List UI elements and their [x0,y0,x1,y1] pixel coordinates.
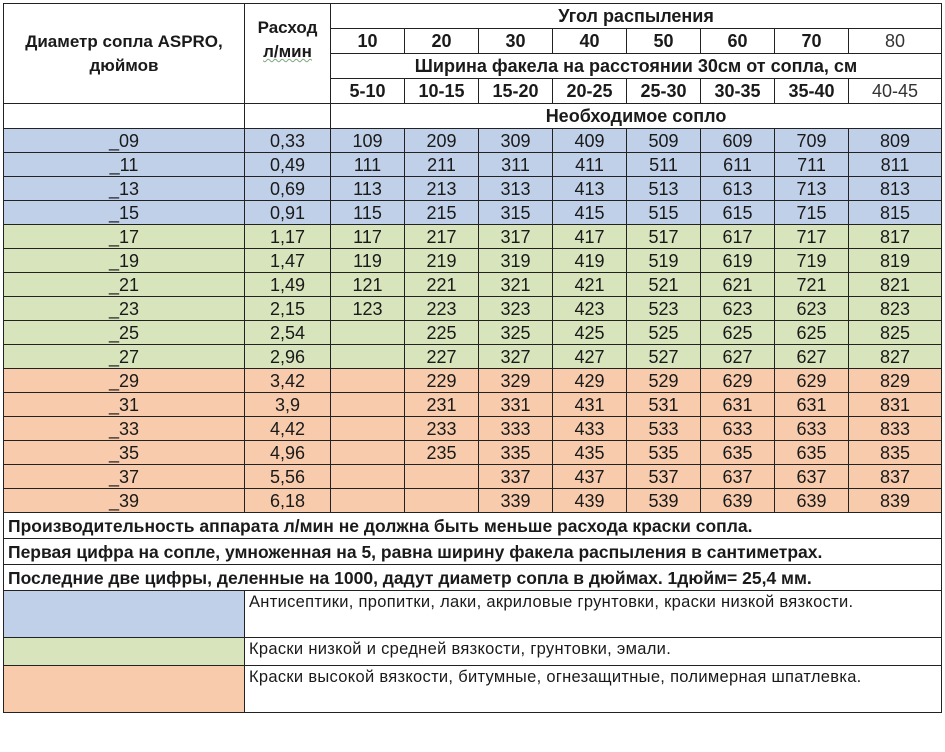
nozzle-size-cell: _11 [4,153,245,177]
angle-60: 60 [701,29,775,54]
nozzle-code-cell: 815 [849,201,942,225]
nozzle-code-cell: 431 [553,393,627,417]
nozzle-code-cell: 339 [479,489,553,513]
nozzle-code-cell: 837 [849,465,942,489]
empty-header-cell [245,104,331,129]
table-row [4,249,942,273]
angle-80: 80 [849,29,942,54]
flow-rate-cell: 1,47 [245,249,331,273]
nozzle-code-cell: 235 [405,441,479,465]
nozzle-code-cell: 825 [849,321,942,345]
nozzle-code-cell: 211 [405,153,479,177]
angle-title: Угол распыления [331,4,942,29]
width-15-20: 15-20 [479,79,553,104]
nozzle-size-cell: _21 [4,273,245,297]
nozzle-code-cell: 227 [405,345,479,369]
nozzle-size-cell: _29 [4,369,245,393]
nozzle-code-cell [331,321,405,345]
nozzle-code-cell: 519 [627,249,701,273]
legend-description: Антисептики, пропитки, лаки, акриловые грунтовки, краски низкой вязкости. [245,591,942,638]
nozzle-code-cell: 421 [553,273,627,297]
width-title: Ширина факела на расстоянии 30см от сопла, см [331,54,942,79]
legend-color-swatch [4,591,245,638]
nozzle-code-cell: 515 [627,201,701,225]
note-text: Последние две цифры, деленные на 1000, дадут диаметр сопла в дюймах. 1дюйм= 25,4 мм. [4,565,942,591]
nozzle-code-cell: 539 [627,489,701,513]
flow-rate-cell: 3,9 [245,393,331,417]
nozzle-size-cell: _17 [4,225,245,249]
nozzle-code-cell: 423 [553,297,627,321]
flow-rate-cell: 0,91 [245,201,331,225]
nozzle-selection-table [3,3,942,713]
nozzle-code-cell: 635 [701,441,775,465]
table-row [4,225,942,249]
nozzle-size-cell: _19 [4,249,245,273]
nozzle-code-cell: 113 [331,177,405,201]
table-row [4,297,942,321]
nozzle-code-cell: 721 [775,273,849,297]
nozzle-code-cell: 623 [775,297,849,321]
nozzle-code-cell: 513 [627,177,701,201]
nozzle-code-cell: 411 [553,153,627,177]
table-row [4,273,942,297]
legend-description: Краски высокой вязкости, битумные, огнезащитные, полимерная шпатлевка. [245,666,942,713]
nozzle-code-cell: 117 [331,225,405,249]
nozzle-code-cell: 115 [331,201,405,225]
note-row [4,513,942,539]
angle-20: 20 [405,29,479,54]
nozzle-code-cell [331,465,405,489]
table-row [4,177,942,201]
nozzle-code-cell: 321 [479,273,553,297]
note-row [4,565,942,591]
flow-rate-cell: 2,96 [245,345,331,369]
nozzle-code-cell: 219 [405,249,479,273]
nozzle-code-cell: 413 [553,177,627,201]
flow-rate-cell: 1,17 [245,225,331,249]
nozzle-size-cell: _37 [4,465,245,489]
table-row [4,153,942,177]
nozzle-code-cell: 831 [849,393,942,417]
table-row [4,201,942,225]
nozzle-code-cell: 109 [331,129,405,153]
nozzle-code-cell: 111 [331,153,405,177]
nozzle-code-cell: 717 [775,225,849,249]
nozzle-code-cell: 711 [775,153,849,177]
nozzle-code-cell: 221 [405,273,479,297]
nozzle-code-cell: 633 [701,417,775,441]
nozzle-code-cell [331,345,405,369]
width-10-15: 10-15 [405,79,479,104]
table-row [4,345,942,369]
width-30-35: 30-35 [701,79,775,104]
nozzle-code-cell: 121 [331,273,405,297]
nozzle-code-cell: 435 [553,441,627,465]
nozzle-code-cell: 509 [627,129,701,153]
nozzle-code-cell: 835 [849,441,942,465]
nozzle-code-cell: 325 [479,321,553,345]
nozzle-code-cell: 629 [775,369,849,393]
nozzle-code-cell: 611 [701,153,775,177]
angle-70: 70 [775,29,849,54]
table-row [4,129,942,153]
nozzle-code-cell: 839 [849,489,942,513]
nozzle-code-cell: 215 [405,201,479,225]
nozzle-code-cell [331,393,405,417]
nozzle-code-cell: 333 [479,417,553,441]
nozzle-code-cell: 637 [701,465,775,489]
nozzle-code-cell [331,489,405,513]
nozzle-code-cell: 827 [849,345,942,369]
nozzle-code-cell: 511 [627,153,701,177]
nozzle-code-cell: 119 [331,249,405,273]
nozzle-code-cell: 313 [479,177,553,201]
flow-rate-cell: 2,15 [245,297,331,321]
nozzle-code-cell: 319 [479,249,553,273]
flow-rate-cell: 1,49 [245,273,331,297]
nozzle-code-cell: 609 [701,129,775,153]
nozzle-code-cell [331,417,405,441]
nozzle-code-cell: 209 [405,129,479,153]
nozzle-code-cell: 323 [479,297,553,321]
nozzle-code-cell: 829 [849,369,942,393]
nozzle-code-cell: 437 [553,465,627,489]
nozzle-code-cell: 417 [553,225,627,249]
flow-rate-cell: 6,18 [245,489,331,513]
nozzle-code-cell: 527 [627,345,701,369]
table-row [4,393,942,417]
nozzle-code-cell: 331 [479,393,553,417]
nozzle-code-cell: 619 [701,249,775,273]
angle-40: 40 [553,29,627,54]
table-row [4,369,942,393]
nozzle-code-cell [405,465,479,489]
nozzle-code-cell: 535 [627,441,701,465]
width-20-25: 20-25 [553,79,627,104]
nozzle-code-cell: 623 [701,297,775,321]
nozzle-code-cell: 123 [331,297,405,321]
nozzle-code-cell: 315 [479,201,553,225]
nozzle-code-cell [331,441,405,465]
legend-row [4,638,942,666]
diameter-header: Диаметр сопла ASPRO, дюймов [4,4,245,104]
nozzle-size-cell: _33 [4,417,245,441]
nozzle-size-cell: _31 [4,393,245,417]
nozzle-code-cell: 715 [775,201,849,225]
nozzle-code-cell: 823 [849,297,942,321]
nozzle-code-cell: 631 [775,393,849,417]
angle-50: 50 [627,29,701,54]
nozzle-code-cell: 629 [701,369,775,393]
empty-header-cell [4,104,245,129]
nozzle-code-cell: 329 [479,369,553,393]
nozzle-code-cell: 531 [627,393,701,417]
nozzle-code-cell: 337 [479,465,553,489]
nozzle-code-cell: 327 [479,345,553,369]
nozzle-code-cell: 229 [405,369,479,393]
nozzle-code-cell: 525 [627,321,701,345]
nozzle-code-cell: 439 [553,489,627,513]
nozzle-code-cell: 615 [701,201,775,225]
nozzle-code-cell: 617 [701,225,775,249]
flow-rate-cell: 2,54 [245,321,331,345]
nozzle-code-cell [331,369,405,393]
nozzle-size-cell: _09 [4,129,245,153]
nozzle-code-cell: 335 [479,441,553,465]
nozzle-code-cell: 809 [849,129,942,153]
nozzle-code-cell: 427 [553,345,627,369]
nozzle-code-cell: 231 [405,393,479,417]
table-row [4,417,942,441]
nozzle-code-cell: 631 [701,393,775,417]
nozzle-size-cell: _13 [4,177,245,201]
nozzle-size-cell: _27 [4,345,245,369]
flow-header [245,4,331,104]
nozzle-code-cell: 627 [775,345,849,369]
flow-header-line1: Расход [257,18,318,37]
nozzle-code-cell: 833 [849,417,942,441]
nozzle-code-cell: 821 [849,273,942,297]
nozzle-code-cell: 709 [775,129,849,153]
legend-row [4,591,942,638]
nozzle-code-cell: 309 [479,129,553,153]
legend-row [4,666,942,713]
flow-rate-cell: 0,33 [245,129,331,153]
nozzle-code-cell: 419 [553,249,627,273]
note-text: Производительность аппарата л/мин не должна быть меньше расхода краски сопла. [4,513,942,539]
flow-header-line2: л/мин [263,42,312,61]
nozzle-code-cell: 621 [701,273,775,297]
width-35-40: 35-40 [775,79,849,104]
nozzle-code-cell: 311 [479,153,553,177]
nozzle-code-cell: 713 [775,177,849,201]
nozzle-code-cell: 425 [553,321,627,345]
nozzle-code-cell: 225 [405,321,479,345]
nozzle-code-cell: 517 [627,225,701,249]
angle-30: 30 [479,29,553,54]
nozzle-code-cell: 433 [553,417,627,441]
nozzle-code-cell: 233 [405,417,479,441]
flow-rate-cell: 0,69 [245,177,331,201]
nozzle-code-cell: 613 [701,177,775,201]
width-40-45: 40-45 [849,79,942,104]
nozzle-code-cell: 533 [627,417,701,441]
nozzle-size-cell: _25 [4,321,245,345]
width-5-10: 5-10 [331,79,405,104]
flow-rate-cell: 5,56 [245,465,331,489]
table-row [4,321,942,345]
nozzle-size-cell: _15 [4,201,245,225]
width-25-30: 25-30 [627,79,701,104]
nozzle-code-cell: 625 [775,321,849,345]
flow-rate-cell: 4,42 [245,417,331,441]
nozzle-size-cell: _39 [4,489,245,513]
nozzle-code-cell: 811 [849,153,942,177]
nozzle-code-cell: 529 [627,369,701,393]
nozzle-code-cell: 639 [701,489,775,513]
legend-color-swatch [4,638,245,666]
nozzle-code-cell: 213 [405,177,479,201]
nozzle-code-cell: 217 [405,225,479,249]
nozzle-code-cell: 625 [701,321,775,345]
table-row [4,489,942,513]
nozzle-code-cell: 813 [849,177,942,201]
flow-rate-cell: 3,42 [245,369,331,393]
flow-rate-cell: 0,49 [245,153,331,177]
nozzle-code-cell: 639 [775,489,849,513]
note-row [4,539,942,565]
nozzle-code-cell: 635 [775,441,849,465]
table-row [4,441,942,465]
nozzle-code-cell [405,489,479,513]
angle-10: 10 [331,29,405,54]
nozzle-code-cell: 637 [775,465,849,489]
nozzle-code-cell: 317 [479,225,553,249]
nozzle-size-cell: _23 [4,297,245,321]
nozzle-code-cell: 627 [701,345,775,369]
nozzle-code-cell: 223 [405,297,479,321]
table-row [4,465,942,489]
flow-rate-cell: 4,96 [245,441,331,465]
nozzle-code-cell: 537 [627,465,701,489]
nozzle-code-cell: 817 [849,225,942,249]
nozzle-code-cell: 819 [849,249,942,273]
nozzle-title: Необходимое сопло [331,104,942,129]
nozzle-code-cell: 521 [627,273,701,297]
nozzle-code-cell: 429 [553,369,627,393]
nozzle-code-cell: 415 [553,201,627,225]
nozzle-size-cell: _35 [4,441,245,465]
nozzle-code-cell: 633 [775,417,849,441]
nozzle-code-cell: 523 [627,297,701,321]
nozzle-code-cell: 719 [775,249,849,273]
legend-color-swatch [4,666,245,713]
note-text: Первая цифра на сопле, умноженная на 5, равна ширину факела распыления в сантиметрах. [4,539,942,565]
nozzle-code-cell: 409 [553,129,627,153]
legend-description: Краски низкой и средней вязкости, грунтовки, эмали. [245,638,942,666]
